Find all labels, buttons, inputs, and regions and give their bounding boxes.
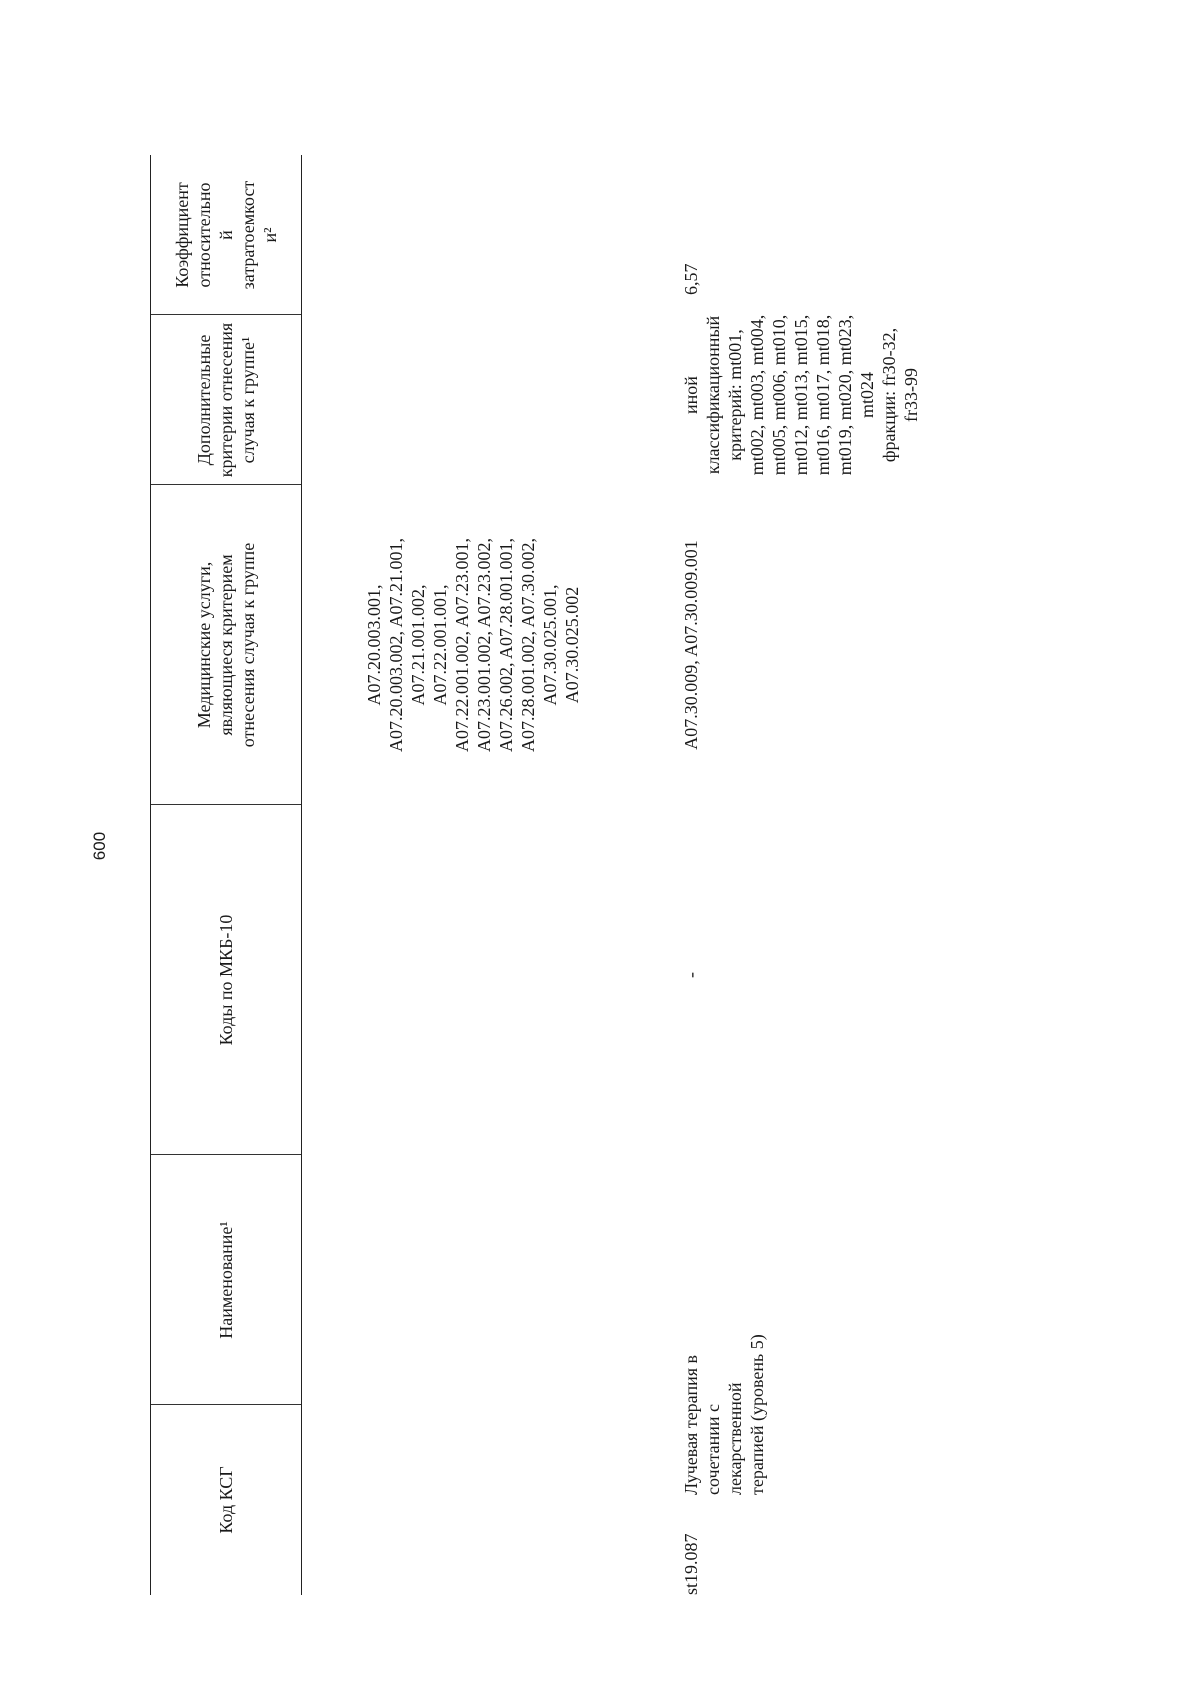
row-code: st19.087: [681, 1533, 701, 1595]
criteria-line: mt016, mt017, mt018,: [813, 314, 833, 476]
service-code: A07.30.025.002: [562, 586, 582, 704]
service-code: A07.28.001.002, A07.30.002,: [518, 538, 538, 753]
table-header: [150, 155, 302, 1595]
row-name-line: терапией (уровень 5): [747, 1334, 767, 1495]
criteria-line: mt024: [857, 372, 877, 419]
service-code: A07.30.025.001,: [540, 584, 560, 706]
criteria-line: mt012, mt013, mt015,: [791, 314, 811, 476]
service-code: A07.22.001.002, A07.23.001,: [452, 538, 472, 753]
service-code: A07.23.001.002, A07.23.002,: [474, 538, 494, 753]
header-services-line: являющиеся критерием: [216, 554, 236, 736]
row-criteria: [680, 305, 922, 485]
row-name-line: сочетании с: [703, 1403, 723, 1495]
header-criteria-line: критерии отнесения: [216, 322, 236, 478]
criteria-line: иной: [681, 376, 701, 414]
criteria-line: критерий: mt001,: [725, 329, 745, 461]
header-coef-line: относительно: [194, 182, 214, 288]
row-name-line: Лучевая терапия в: [681, 1355, 701, 1495]
criteria-line: mt019, mt020, mt023,: [835, 314, 855, 476]
service-code: A07.20.003.001,: [364, 584, 384, 706]
header-coef-line: й: [216, 230, 236, 240]
criteria-line: классификационный: [703, 315, 723, 475]
service-code: A07.26.002, A07.28.001.001,: [496, 538, 516, 753]
continuation-services: [363, 485, 583, 805]
row-name: [680, 1195, 768, 1495]
header-coef-line: и²: [260, 227, 280, 243]
criteria-line: fr33-99: [901, 368, 921, 422]
service-code: A07.21.001.002,: [408, 584, 428, 706]
rotated-table-page: [150, 15, 1200, 1595]
header-code: Код КСГ: [216, 1466, 236, 1534]
criteria-line: mt005, mt006, mt010,: [769, 314, 789, 476]
header-criteria-line: Дополнительные: [194, 334, 214, 466]
header-services-line: Медицинские услуги,: [194, 561, 214, 729]
page-number: 600: [90, 831, 109, 861]
row-services: A07.30.009, A07.30.009.001: [681, 540, 701, 750]
header-coef: [151, 155, 301, 315]
header-services: [151, 485, 301, 805]
row-coef: 6,57: [681, 263, 701, 295]
service-code: A07.20.003.002, A07.21.001,: [386, 538, 406, 753]
header-name: Наименование¹: [216, 1221, 236, 1339]
criteria-line: фракции: fr30-32,: [879, 327, 899, 463]
row-name-line: лекарственной: [725, 1382, 745, 1495]
header-criteria: [151, 315, 301, 485]
header-icd: Коды по МКБ-10: [216, 914, 236, 1046]
header-criteria-line: случая к группе¹: [238, 336, 258, 464]
header-coef-line: затратоемкост: [238, 180, 258, 290]
header-coef-line: Коэффициент: [172, 182, 192, 288]
header-services-line: отнесения случая к группе: [238, 542, 258, 748]
criteria-line: mt002, mt003, mt004,: [747, 314, 767, 476]
row-icd: -: [681, 972, 701, 978]
service-code: A07.22.001.001,: [430, 584, 450, 706]
